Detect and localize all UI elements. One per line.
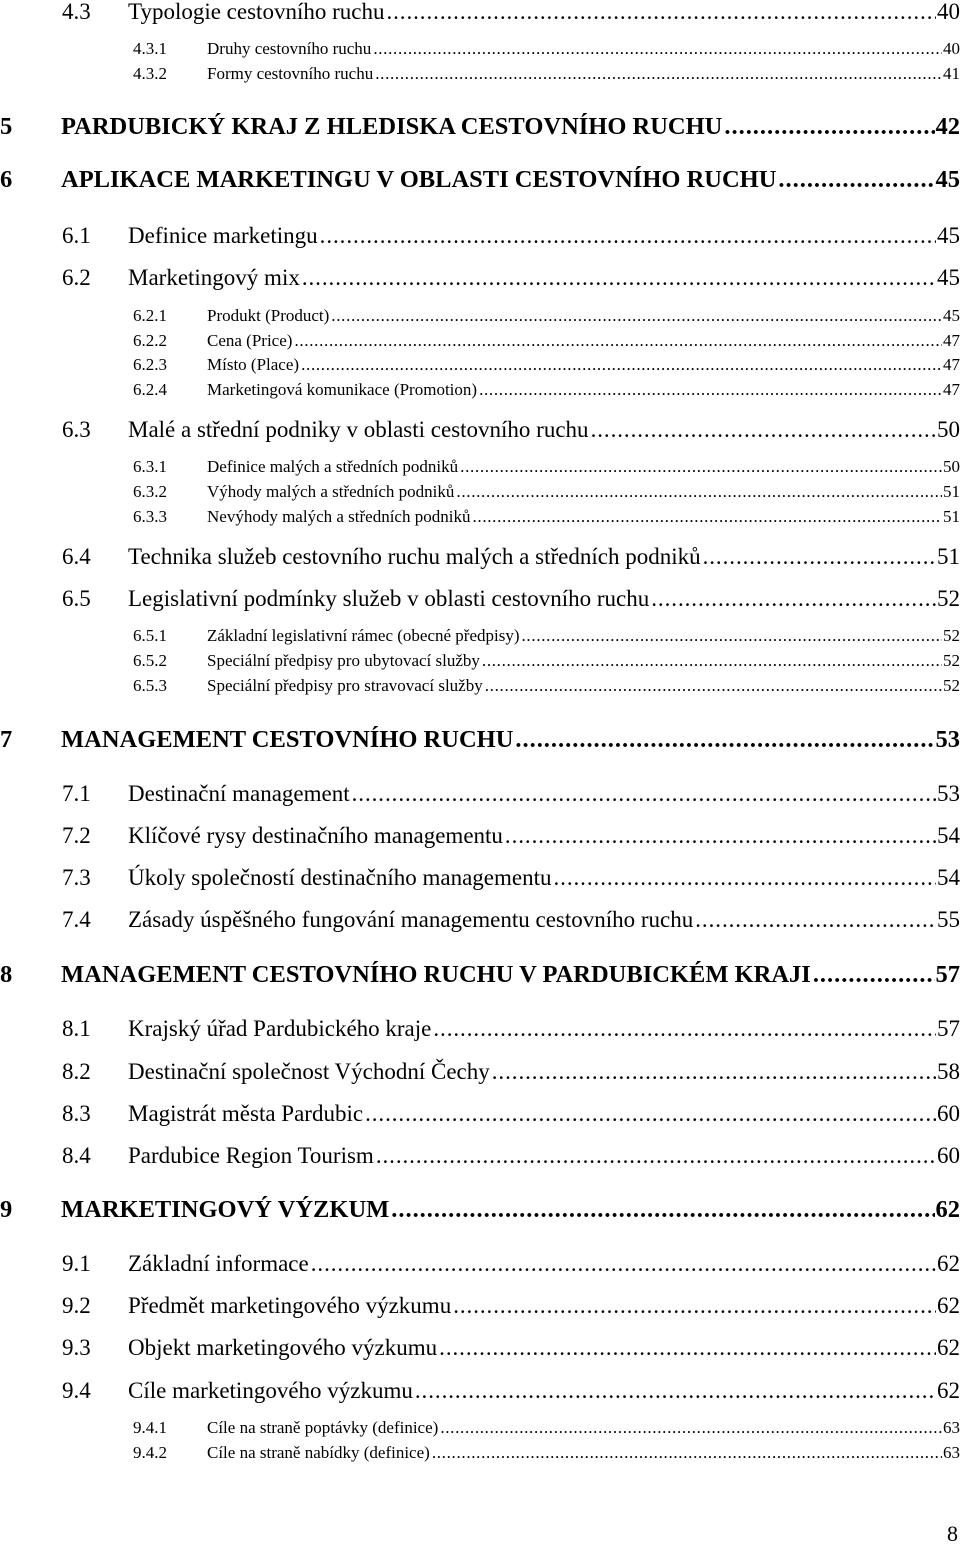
toc-dot-leader — [479, 381, 942, 398]
toc-entry-title: Speciální předpisy pro stravovací služby — [207, 676, 483, 695]
toc-entry-page: 47 — [943, 355, 960, 374]
toc-entry-page: 51 — [937, 544, 960, 569]
toc-dot-leader — [703, 545, 936, 568]
toc-entry-page: 42 — [935, 113, 960, 140]
toc-entry-title: Produkt (Product) — [207, 306, 330, 325]
toc-dot-leader — [440, 1419, 942, 1436]
toc-entry-6-3-1[interactable] — [133, 458, 960, 475]
toc-entry-title: Cíle marketingového výzkumu — [128, 1378, 413, 1403]
toc-entry-6-3[interactable] — [62, 418, 960, 441]
toc-dot-leader — [492, 1060, 936, 1083]
toc-entry-title: MANAGEMENT CESTOVNÍHO RUCHU — [61, 726, 514, 753]
toc-entry-4-3-1[interactable] — [133, 40, 960, 57]
toc-entry-page: 62 — [937, 1335, 960, 1360]
toc-entry-title: PARDUBICKÝ KRAJ Z HLEDISKA CESTOVNÍHO RUCHU — [61, 113, 723, 140]
toc-entry-title: Marketingový mix — [128, 265, 300, 290]
toc-entry-6-3-3[interactable] — [133, 508, 960, 525]
toc-entry-6-2-3[interactable] — [133, 356, 960, 373]
toc-dot-leader — [485, 677, 942, 694]
toc-entry-title: Cena (Price) — [207, 331, 293, 350]
toc-dot-leader — [415, 1379, 936, 1402]
toc-entry-title: Základní informace — [128, 1251, 309, 1276]
toc-dot-leader — [813, 963, 935, 988]
toc-entry-title: Krajský úřad Pardubického kraje — [128, 1016, 432, 1041]
toc-dot-leader — [365, 1102, 936, 1125]
toc-entry-page: 52 — [943, 676, 960, 695]
toc-entry-title: Klíčové rysy destinačního managementu — [128, 823, 503, 848]
toc-entry-number: 8.4 — [62, 1143, 91, 1168]
toc-dot-leader — [331, 307, 942, 324]
page-number: 8 — [947, 1521, 958, 1546]
toc-entry-6-3-2[interactable] — [133, 483, 960, 500]
toc-entry-number: 5 — [0, 113, 13, 140]
toc-entry-title: Malé a střední podniky v oblasti cestovního ruchu — [128, 417, 589, 442]
toc-dot-leader — [433, 1017, 936, 1040]
toc-entry-number: 6.2.2 — [133, 331, 167, 350]
toc-entry-4-3[interactable] — [62, 0, 960, 23]
toc-entry-page: 54 — [937, 865, 960, 890]
toc-entry-page: 51 — [943, 482, 960, 501]
toc-entry-page: 60 — [937, 1143, 960, 1168]
toc-entry-number: 7.4 — [62, 907, 91, 932]
toc-entry-8[interactable] — [0, 963, 960, 988]
toc-entry-number: 7.3 — [62, 865, 91, 890]
toc-entry-title: Předmět marketingového výzkumu — [128, 1293, 452, 1318]
toc-entry-title: Nevýhody malých a středních podniků — [207, 507, 471, 526]
toc-entry-number: 6.4 — [62, 544, 91, 569]
toc-entry-number: 9.2 — [62, 1293, 91, 1318]
toc-entry-title: Definice malých a středních podniků — [207, 457, 459, 476]
toc-entry-title: Cíle na straně poptávky (definice) — [207, 1418, 439, 1437]
toc-dot-leader — [522, 627, 943, 644]
toc-entry-number: 6.3.1 — [133, 457, 167, 476]
toc-entry-page: 53 — [935, 726, 960, 753]
toc-dot-leader — [591, 418, 936, 441]
toc-entry-number: 7.1 — [62, 781, 91, 806]
toc-entry-6-5[interactable] — [62, 587, 960, 610]
toc-entry-number: 6.2.1 — [133, 306, 167, 325]
toc-entry-page: 51 — [943, 507, 960, 526]
toc-entry-title: MARKETINGOVÝ VÝZKUM — [61, 1196, 390, 1223]
toc-entry-6-1[interactable] — [62, 224, 960, 247]
toc-entry-9-4[interactable] — [62, 1379, 960, 1402]
toc-entry-number: 6.3.3 — [133, 507, 167, 526]
toc-entry-page: 45 — [935, 166, 960, 193]
toc-entry-title: Destinační management — [128, 781, 350, 806]
toc-entry-title: Základní legislativní rámec (obecné předpisy) — [207, 626, 520, 645]
toc-entry-7[interactable] — [0, 728, 960, 753]
toc-entry-number: 4.3 — [62, 0, 91, 24]
toc-entry-number: 9.1 — [62, 1251, 91, 1276]
toc-entry-page: 40 — [937, 0, 960, 24]
toc-entry-9-1[interactable] — [62, 1252, 960, 1275]
toc-entry-title: APLIKACE MARKETINGU V OBLASTI CESTOVNÍHO RUCHU — [61, 166, 777, 193]
toc-entry-4-3-2[interactable] — [133, 65, 960, 82]
toc-entry-number: 6.2.3 — [133, 355, 167, 374]
toc-entry-page: 41 — [943, 64, 960, 83]
toc-entry-page: 63 — [943, 1418, 960, 1437]
toc-entry-title: Speciální předpisy pro ubytovací služby — [207, 651, 480, 670]
toc-entry-page: 52 — [943, 626, 960, 645]
toc-entry-page: 40 — [943, 39, 960, 58]
toc-entry-title: Pardubice Region Tourism — [128, 1143, 374, 1168]
toc-entry-7-4[interactable] — [62, 908, 960, 931]
toc-entry-title: Technika služeb cestovního ruchu malých a středních podniků — [128, 544, 701, 569]
toc-entry-6-2-1[interactable] — [133, 307, 960, 324]
toc-entry-page: 45 — [937, 265, 960, 290]
toc-entry-number: 8.1 — [62, 1016, 91, 1041]
toc-entry-6-2-2[interactable] — [133, 332, 960, 349]
toc-entry-number: 8 — [0, 961, 13, 988]
toc-entry-title: Výhody malých a středních podniků — [207, 482, 455, 501]
toc-entry-title: Zásady úspěšného fungování managementu cestovního ruchu — [128, 907, 694, 932]
toc-entry-page: 50 — [937, 417, 960, 442]
toc-dot-leader — [453, 1294, 936, 1317]
toc-entry-number: 6.5 — [62, 586, 91, 611]
toc-entry-number: 6.5.2 — [133, 651, 167, 670]
toc-entry-number: 6.5.3 — [133, 676, 167, 695]
toc-dot-leader — [651, 587, 936, 610]
toc-entry-page: 52 — [937, 586, 960, 611]
toc-entry-page: 53 — [937, 781, 960, 806]
toc-dot-leader — [352, 782, 936, 805]
toc-entry-6-2[interactable] — [62, 266, 960, 289]
toc-entry-8-2[interactable] — [62, 1060, 960, 1083]
toc-entry-number: 6 — [0, 166, 13, 193]
toc-entry-number: 6.5.1 — [133, 626, 167, 645]
toc-entry-number: 9.4.2 — [133, 1443, 167, 1462]
toc-dot-leader — [376, 1144, 936, 1167]
toc-dot-leader — [695, 908, 936, 931]
toc-entry-9-4-2[interactable] — [133, 1444, 960, 1461]
toc-dot-leader — [386, 0, 936, 23]
toc-entry-6-2-4[interactable] — [133, 381, 960, 398]
toc-entry-title: Destinační společnost Východní Čechy — [128, 1059, 490, 1084]
toc-dot-leader — [515, 728, 934, 753]
toc-entry-number: 6.2 — [62, 265, 91, 290]
toc-dot-leader — [472, 508, 942, 525]
toc-entry-number: 6.2.4 — [133, 380, 167, 399]
toc-entry-title: MANAGEMENT CESTOVNÍHO RUCHU V PARDUBICKÉM KRAJI — [61, 961, 811, 988]
toc-entry-title: Úkoly společností destinačního managementu — [128, 865, 552, 890]
toc-entry-page: 57 — [935, 961, 960, 988]
toc-dot-leader — [302, 266, 936, 289]
toc-entry-8-4[interactable] — [62, 1144, 960, 1167]
toc-entry-title: Legislativní podmínky služeb v oblasti cestovního ruchu — [128, 586, 650, 611]
toc-dot-leader — [373, 40, 942, 57]
toc-dot-leader — [439, 1336, 936, 1359]
toc-entry-page: 62 — [937, 1378, 960, 1403]
toc-entry-8-3[interactable] — [62, 1102, 960, 1125]
toc-entry-title: Druhy cestovního ruchu — [207, 39, 372, 58]
toc-entry-number: 6.3.2 — [133, 482, 167, 501]
toc-entry-number: 9.3 — [62, 1335, 91, 1360]
toc-entry-8-1[interactable] — [62, 1017, 960, 1040]
toc-dot-leader — [301, 356, 942, 373]
toc-entry-page: 54 — [937, 823, 960, 848]
toc-entry-title: Místo (Place) — [207, 355, 300, 374]
toc-entry-number: 4.3.1 — [133, 39, 167, 58]
toc-entry-number: 9 — [0, 1196, 13, 1223]
toc-entry-6-4[interactable] — [62, 545, 960, 568]
toc-entry-page: 58 — [937, 1059, 960, 1084]
toc-entry-title: Formy cestovního ruchu — [207, 64, 374, 83]
toc-dot-leader — [320, 224, 936, 247]
toc-dot-leader — [778, 168, 934, 193]
toc-entry-page: 47 — [943, 331, 960, 350]
toc-entry-page: 52 — [943, 651, 960, 670]
toc-dot-leader — [724, 115, 934, 140]
toc-dot-leader — [432, 1444, 942, 1461]
toc-entry-title: Typologie cestovního ruchu — [128, 0, 385, 24]
toc-dot-leader — [456, 483, 942, 500]
toc-entry-9-3[interactable] — [62, 1336, 960, 1359]
toc-dot-leader — [554, 866, 937, 889]
toc-entry-5[interactable] — [0, 115, 960, 140]
toc-entry-page: 63 — [943, 1443, 960, 1462]
toc-entry-page: 50 — [943, 457, 960, 476]
toc-entry-page: 60 — [937, 1101, 960, 1126]
toc-entry-page: 62 — [937, 1293, 960, 1318]
toc-entry-6-5-3[interactable] — [133, 677, 960, 694]
toc-entry-9-2[interactable] — [62, 1294, 960, 1317]
toc-entry-9[interactable] — [0, 1198, 960, 1223]
toc-entry-7-2[interactable] — [62, 824, 960, 847]
toc-entry-number: 6.1 — [62, 223, 91, 248]
toc-entry-number: 9.4.1 — [133, 1418, 167, 1437]
toc-entry-6-5-1[interactable] — [133, 627, 960, 644]
toc-entry-number: 7 — [0, 726, 13, 753]
toc-dot-leader — [375, 65, 942, 82]
toc-entry-number: 9.4 — [62, 1378, 91, 1403]
toc-entry-number: 8.3 — [62, 1101, 91, 1126]
toc-entry-page: 45 — [943, 306, 960, 325]
toc-entry-title: Magistrát města Pardubic — [128, 1101, 364, 1126]
toc-entry-title: Definice marketingu — [128, 223, 318, 248]
toc-entry-7-3[interactable] — [62, 866, 960, 889]
toc-entry-page: 57 — [937, 1016, 960, 1041]
toc-entry-number: 6.3 — [62, 417, 91, 442]
toc-entry-page: 55 — [937, 907, 960, 932]
toc-dot-leader — [311, 1252, 936, 1275]
toc-entry-number: 7.2 — [62, 823, 91, 848]
toc-entry-number: 4.3.2 — [133, 64, 167, 83]
toc-entry-title: Objekt marketingového výzkumu — [128, 1335, 438, 1360]
toc-entry-page: 62 — [937, 1251, 960, 1276]
toc-entry-6[interactable] — [0, 168, 960, 193]
toc-entry-title: Marketingová komunikace (Promotion) — [207, 380, 478, 399]
toc-dot-leader — [294, 332, 942, 349]
toc-entry-page: 47 — [943, 380, 960, 399]
toc-entry-7-1[interactable] — [62, 782, 960, 805]
toc-entry-number: 8.2 — [62, 1059, 91, 1084]
toc-entry-6-5-2[interactable] — [133, 652, 960, 669]
toc-dot-leader — [460, 458, 942, 475]
toc-entry-page: 62 — [935, 1196, 960, 1223]
toc-entry-9-4-1[interactable] — [133, 1419, 960, 1436]
toc-dot-leader — [505, 824, 936, 847]
toc-dot-leader — [391, 1198, 934, 1223]
toc-entry-page: 45 — [937, 223, 960, 248]
toc-dot-leader — [482, 652, 942, 669]
toc-entry-title: Cíle na straně nabídky (definice) — [207, 1443, 430, 1462]
